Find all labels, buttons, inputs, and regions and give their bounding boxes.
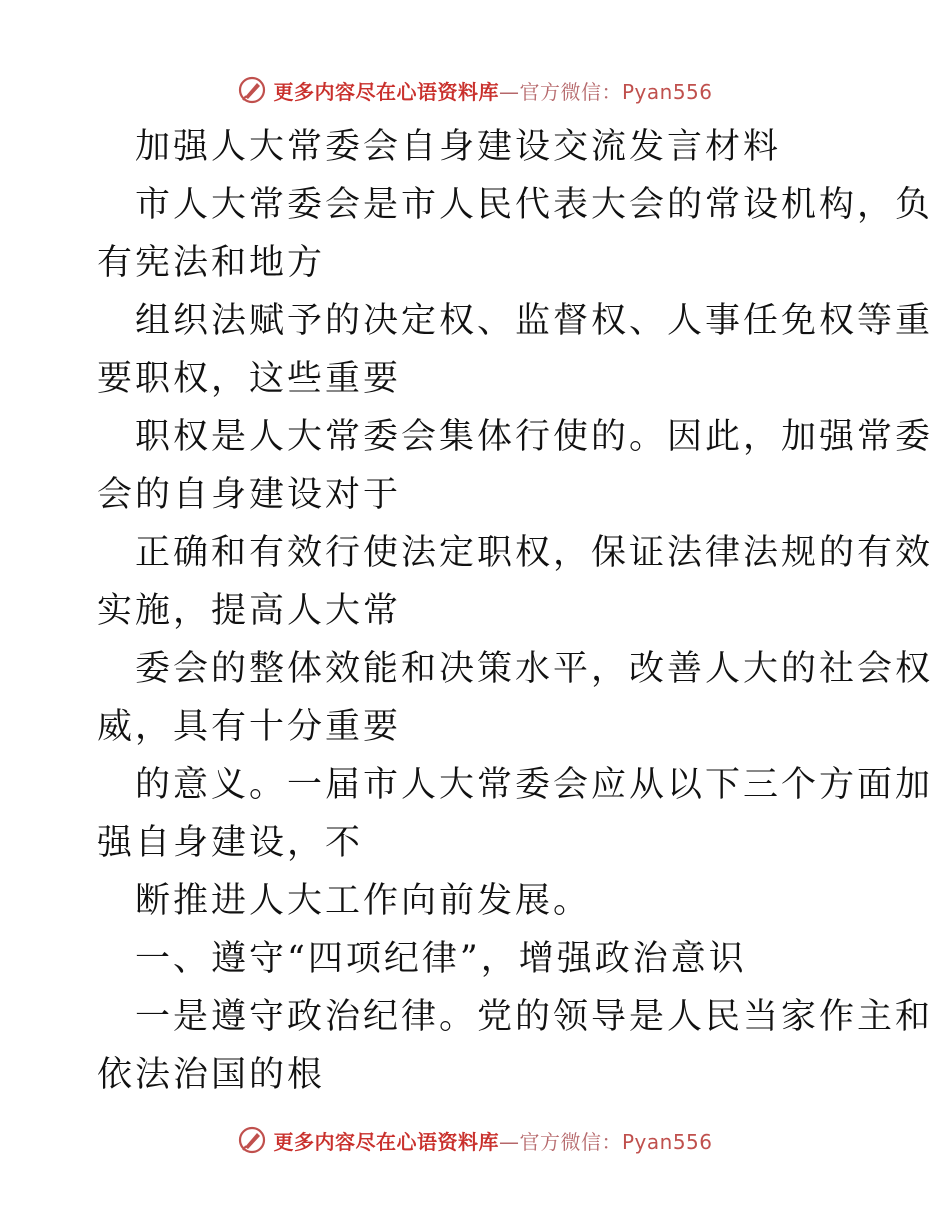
text-line: 加强人大常委会自身建设交流发言材料 — [135, 127, 782, 167]
text-line: 要职权，这些重要 — [97, 359, 402, 399]
watermark-handle: Pyan556 — [621, 1129, 713, 1154]
text-line: 有宪法和地方 — [97, 243, 326, 283]
text-line: 职权是人大常委会集体行使的。因此，加强常委 — [135, 417, 934, 457]
text-line: 实施，提高人大常 — [97, 591, 402, 631]
header-watermark — [0, 70, 950, 110]
watermark-main: 更多内容尽在心语资料库 — [273, 79, 499, 104]
watermark-handle: Pyan556 — [621, 79, 713, 104]
text-line: 强自身建设，不 — [97, 823, 364, 863]
watermark-separator: — — [498, 1129, 520, 1154]
text-line: 市人大常委会是市人民代表大会的常设机构，负 — [135, 185, 934, 225]
text-line: 会的自身建设对于 — [97, 475, 402, 515]
watermark-secondary: 官方微信： — [519, 1129, 622, 1154]
quill-logo-icon — [237, 75, 267, 105]
text-line: 正确和有效行使法定职权，保证法律法规的有效 — [135, 533, 934, 573]
watermark-main: 更多内容尽在心语资料库 — [273, 1129, 499, 1154]
text-line: 的意义。一届市人大常委会应从以下三个方面加 — [135, 765, 934, 805]
quill-logo-icon — [237, 1125, 267, 1155]
text-line: 组织法赋予的决定权、监督权、人事任免权等重 — [135, 301, 934, 341]
text-line: 委会的整体效能和决策水平，改善人大的社会权 — [135, 649, 934, 689]
text-line: 一是遵守政治纪律。党的领导是人民当家作主和 — [135, 997, 934, 1037]
footer-watermark — [0, 1120, 950, 1160]
text-line: 断推进人大工作向前发展。 — [135, 881, 592, 921]
document-body — [97, 118, 934, 1104]
watermark-separator: — — [498, 79, 520, 104]
watermark-secondary: 官方微信： — [519, 79, 622, 104]
text-line: 威，具有十分重要 — [97, 707, 402, 747]
text-line: 一、遵守“四项纪律”，增强政治意识 — [135, 939, 747, 979]
text-line: 依法治国的根 — [97, 1055, 326, 1095]
